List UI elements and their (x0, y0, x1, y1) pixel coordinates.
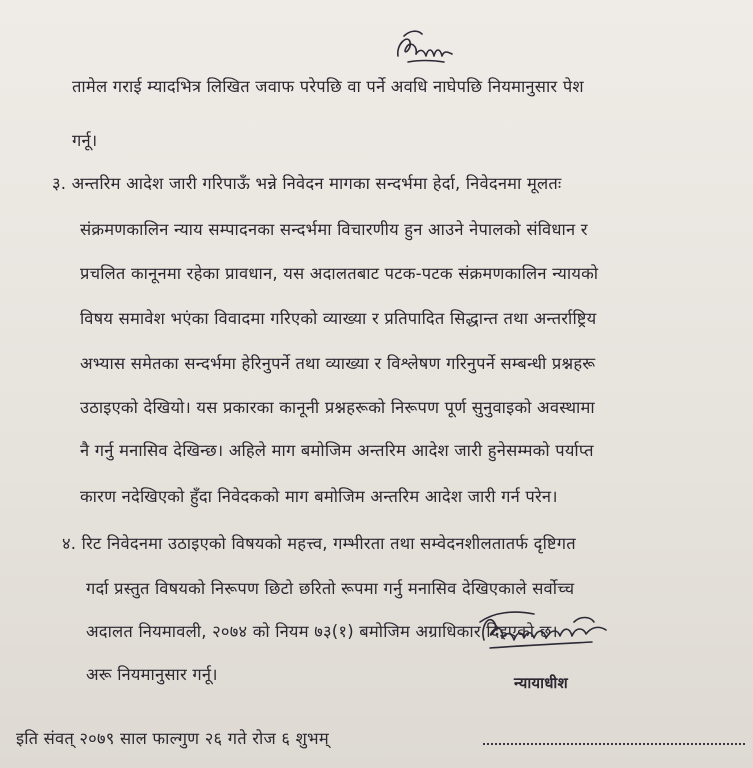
judge-designation: न्यायाधीश (514, 674, 568, 692)
footer-date-line: इति संवत् २०७९ साल फाल्गुण २६ गते रोज ६ शुभम् (16, 729, 329, 748)
text-line-1: तामेल गराई म्यादभित्र लिखित जवाफ परेपछि वा पर्ने अवधि नाघेपछि नियमानुसार पेश (72, 77, 584, 96)
text-line-2: गर्नू। (72, 131, 98, 150)
judge-signature (474, 600, 624, 662)
text-line-7: अभ्यास समेतका सन्दर्भमा हेरिनुपर्ने तथा व्याख्या र विश्लेषण गरिनुपर्ने सम्बन्धी प्रश्नहरू (80, 354, 596, 373)
text-line-5: प्रचलित कानूनमा रहेका प्रावधान, यस अदालतबाट पटक-पटक संक्रमणकालिन न्यायको (80, 264, 599, 283)
top-initial-signature (388, 26, 458, 72)
text-line-13: अदालत नियमावली, २०७४ को नियम ७३(१) बमोजिम अग्राधिकार दिइएको छ। (86, 622, 558, 641)
text-line-9: नै गर्नु मनासिव देखिन्छ। अहिले माग बमोजिम अन्तरिम आदेश जारी हुनेसम्मको पर्याप्त (80, 441, 594, 460)
text-line-6: विषय समावेश भएंका विवादमा गरिएको व्याख्या र प्रतिपादित सिद्धान्त तथा अन्तर्राष्ट्रिय (80, 309, 597, 328)
text-line-12: गर्दा प्रस्तुत विषयको निरूपण छिटो छरितो रूपमा गर्नु मनासिव देखिएकाले सर्वोच्च (86, 579, 575, 598)
text-line-8: उठाइएको देखियो। यस प्रकारका कानूनी प्रश्नहरूको निरूपण पूर्ण सुनुवाइको अवस्थामा (80, 398, 595, 417)
footer-dotted-line (483, 741, 745, 745)
text-line-14: अरू नियमानुसार गर्नू। (86, 665, 218, 684)
text-line-10: कारण नदेखिएको हुँदा निवेदकको माग बमोजिम अन्तरिम आदेश जारी गर्न परेन। (80, 487, 558, 506)
text-line-4: संक्रमणकालिन न्याय सम्पादनका सन्दर्भमा विचारणीय हुन आउने नेपालको संविधान र (80, 220, 588, 239)
text-line-11: ४. रिट निवेदनमा उठाइएको विषयको महत्त्व, गम्भीरता तथा सम्वेदनशीलतातर्फ दृष्टिगत (62, 534, 576, 553)
text-line-3: ३. अन्तरिम आदेश जारी गरिपाऊँ भन्ने निवेदन मागका सन्दर्भमा हेर्दा, निवेदनमा मूलतः (52, 174, 562, 193)
